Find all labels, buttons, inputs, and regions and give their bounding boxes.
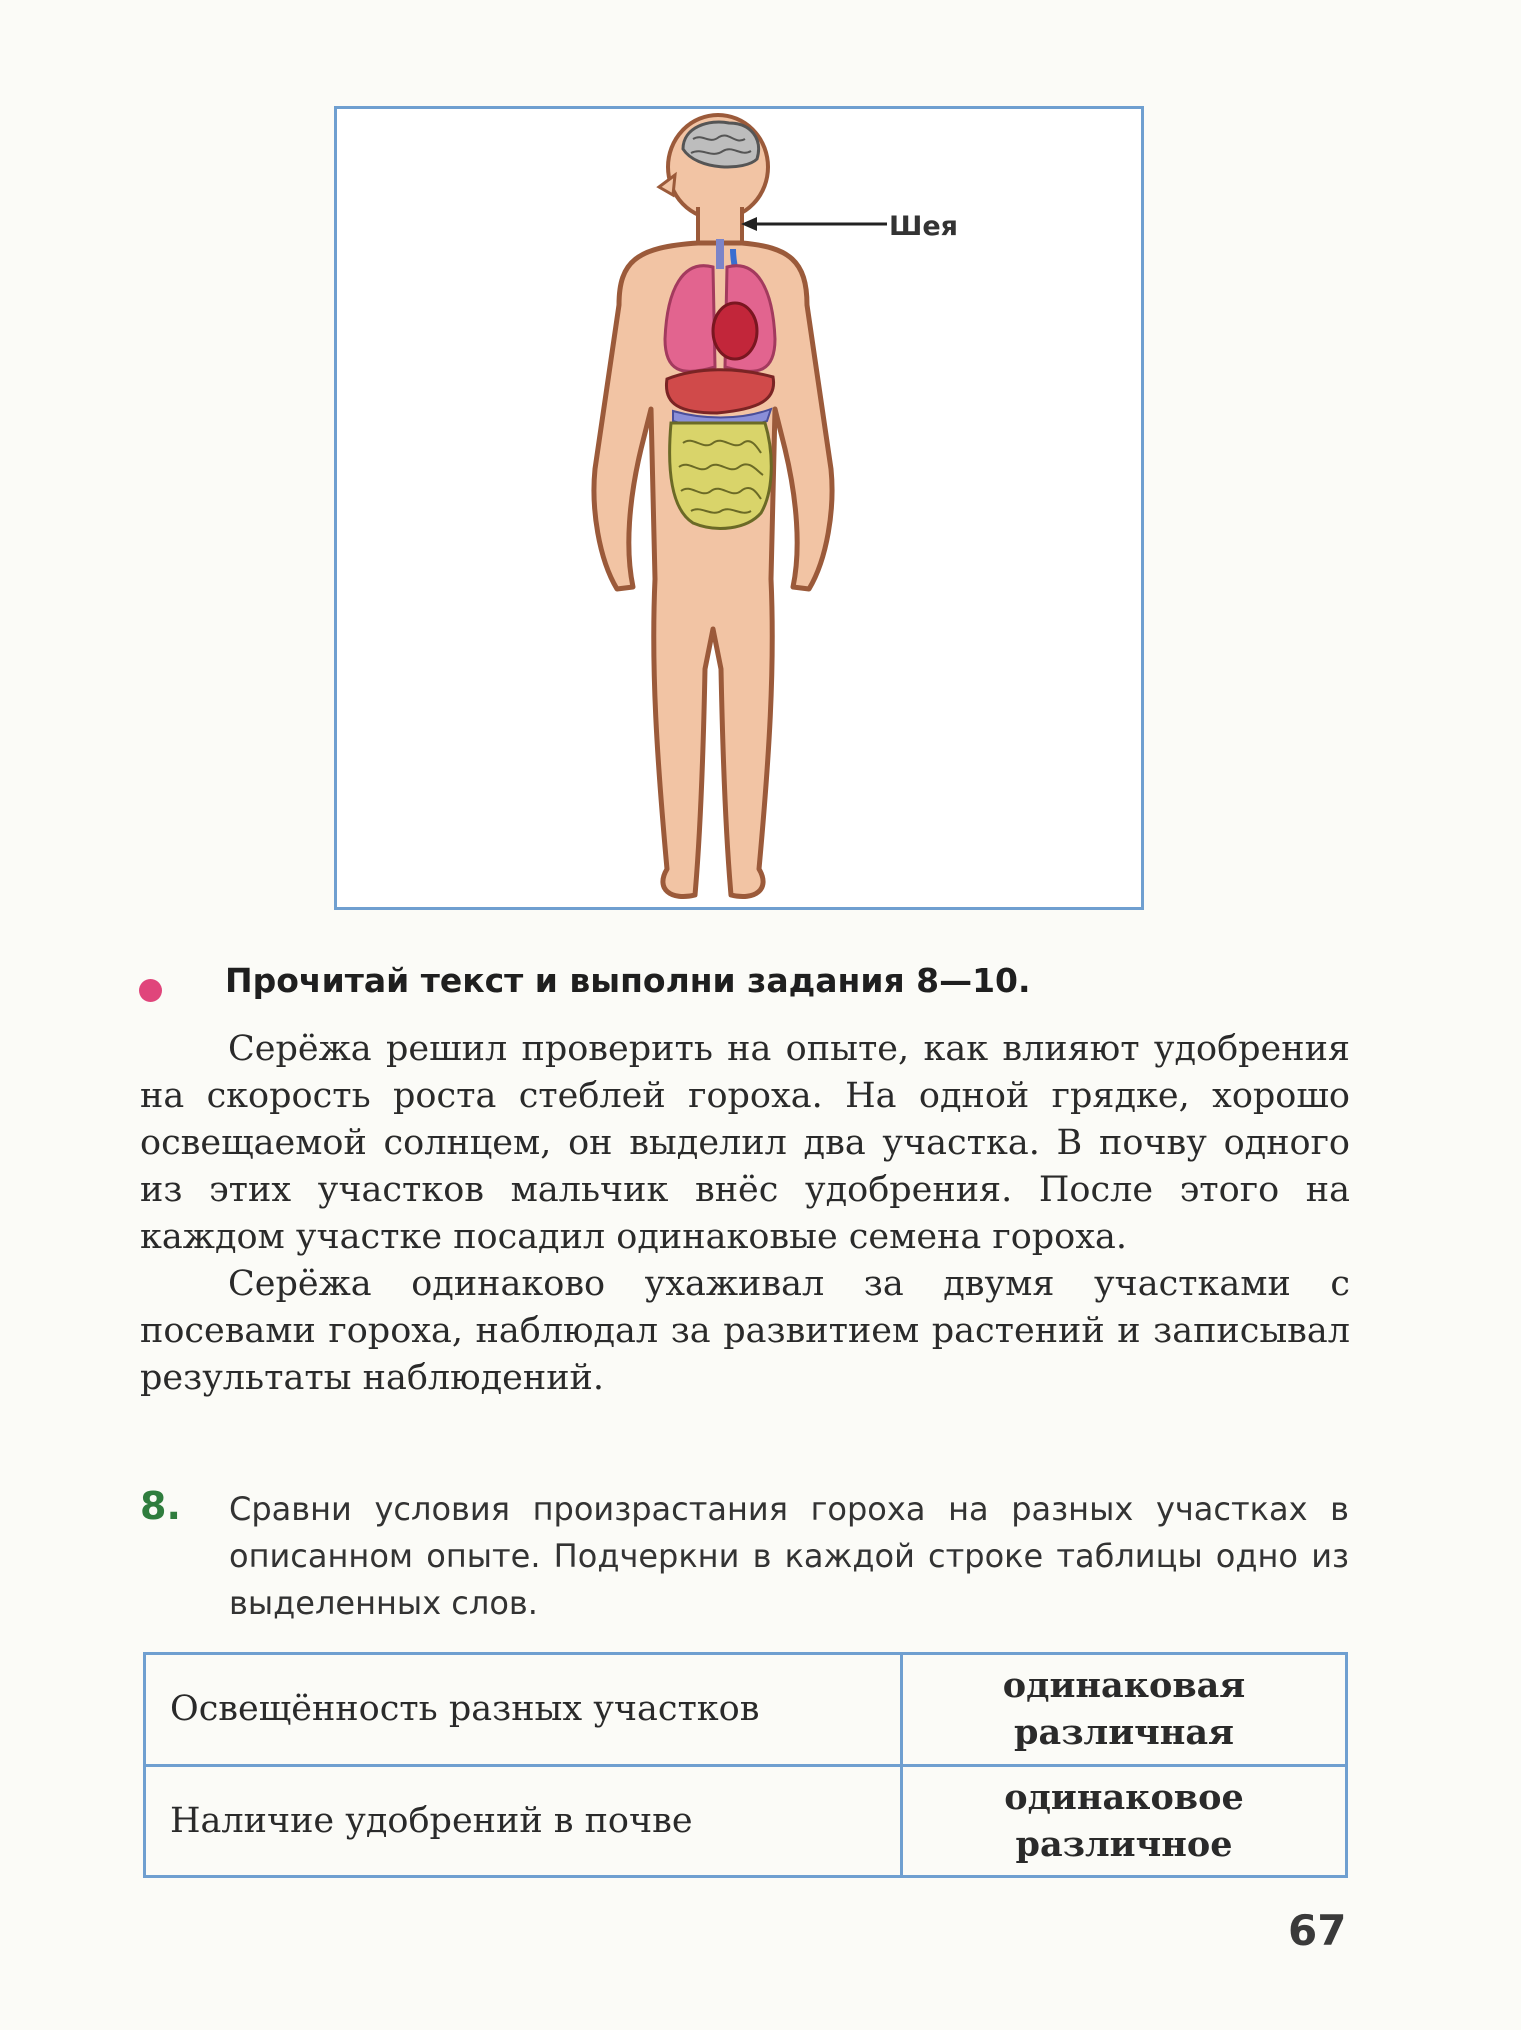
story-text bbox=[140, 1026, 1350, 1402]
choice-option[interactable]: одинаковая bbox=[1002, 1665, 1246, 1707]
conditions-table bbox=[143, 1652, 1348, 1878]
page-number: 67 bbox=[1288, 1906, 1347, 1955]
neck-label: Шея bbox=[889, 211, 959, 242]
instruction-heading: Прочитай текст и выполни задания 8—10. bbox=[225, 961, 1031, 1000]
table-row bbox=[145, 1765, 1347, 1877]
bullet-icon bbox=[139, 979, 162, 1002]
story-paragraph-1: Серёжа решил проверить на опыте, как влияют удобрения на скорость роста стеблей гороха. На одной грядке, хорошо освещаемой солнцем, он выделил два участка. В почву одного из этих участков мальчик внёс удобрения. После этого на каждом участке посадил одинаковые семена гороха. bbox=[140, 1029, 1350, 1257]
task-number: 8. bbox=[140, 1484, 181, 1528]
choice-cell bbox=[902, 1654, 1347, 1766]
human-body-figure bbox=[334, 106, 1144, 910]
row-label: Наличие удобрений в почве bbox=[145, 1765, 902, 1877]
row-label: Освещённость разных участков bbox=[145, 1654, 902, 1766]
human-body-illustration bbox=[337, 109, 1141, 907]
intestines bbox=[670, 423, 772, 528]
liver-and-stomach bbox=[666, 370, 773, 428]
table-row bbox=[145, 1654, 1347, 1766]
choice-option[interactable]: одинаковое bbox=[1004, 1776, 1244, 1818]
choice-option[interactable]: различное bbox=[1015, 1823, 1233, 1865]
task-text: Сравни условия произрастания гороха на разных участках в описанном опыте. Подчеркни в каждой строке таблицы одно из выделенных слов. bbox=[229, 1490, 1349, 1622]
story-paragraph-2: Серёжа одинаково ухаживал за двумя участками с посевами гороха, наблюдал за развитием растений и записывал результаты наблюдений. bbox=[140, 1264, 1350, 1398]
choice-option[interactable]: различная bbox=[1014, 1712, 1234, 1754]
choice-cell bbox=[902, 1765, 1347, 1877]
brain bbox=[683, 122, 759, 167]
neck-pointer-arrow bbox=[741, 217, 887, 231]
